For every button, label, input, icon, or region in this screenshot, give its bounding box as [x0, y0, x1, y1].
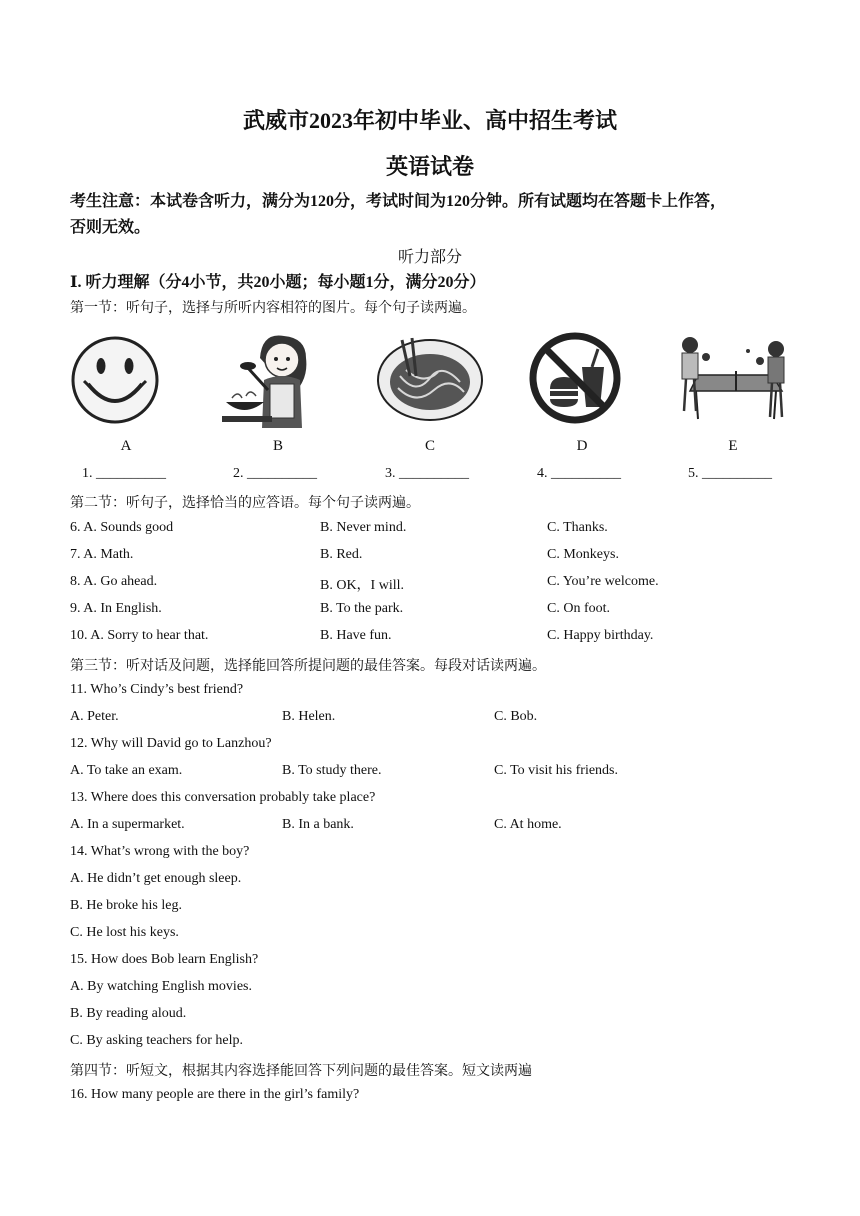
q10-option-c: C. Happy birthday.	[547, 628, 654, 643]
q8-option-b: B. OK，I will.	[320, 578, 404, 593]
q11-option-c: C. Bob.	[494, 709, 538, 724]
q6-option-a: 6. A. Sounds good	[70, 520, 174, 535]
q12-question: 12. Why will David go to Lanzhou?	[70, 736, 272, 751]
picture-label-c: C	[424, 438, 435, 454]
section-title: 听力部分	[397, 249, 462, 266]
notice-line-1: 考生注意：本试卷含听力，满分为120分，考试时间为120分钟。所有试题均在答题卡上作答，	[70, 193, 727, 210]
answer-blank-2[interactable]: 2. __________	[233, 466, 317, 481]
exam-subtitle: 英语试卷	[385, 154, 474, 179]
q13-option-a: A. In a supermarket.	[70, 817, 185, 832]
q7-option-a: 7. A. Math.	[70, 547, 134, 562]
q7-option-b: B. Red.	[320, 547, 363, 562]
q16-question: 16. How many people are there in the girl’s family?	[70, 1087, 360, 1102]
picture-label-e: E	[728, 438, 738, 454]
q9-option-c: C. On foot.	[547, 601, 610, 616]
q13-option-b: B. In a bank.	[282, 817, 354, 832]
q15-question: 15. How does Bob learn English?	[70, 952, 259, 967]
notice-line-2: 否则无效。	[70, 219, 151, 236]
q9-option-b: B. To the park.	[320, 601, 404, 616]
sec3-instruction: 第三节：听对话及问题，选择能回答所提问题的最佳答案。每段对话读两遍。	[70, 659, 546, 674]
sec2-instruction: 第二节：听句子，选择恰当的应答语。每个句子读两遍。	[70, 496, 420, 511]
q6-option-b: B. Never mind.	[320, 520, 407, 535]
q15-option-b: B. By reading aloud.	[70, 1006, 187, 1021]
q12-option-c: C. To visit his friends.	[494, 763, 618, 778]
sec4-instruction: 第四节：听短文，根据其内容选择能回答下列问题的最佳答案。短文读两遍	[70, 1064, 532, 1079]
q15-option-c: C. By asking teachers for help.	[70, 1033, 244, 1048]
q15-option-a: A. By watching English movies.	[70, 979, 252, 994]
part1-heading: Ⅰ. 听力理解（分4小节，共20小题；每小题1分，满分20分）	[70, 274, 486, 291]
q8-option-c: C. You’re welcome.	[547, 574, 659, 589]
q6-option-c: C. Thanks.	[547, 520, 608, 535]
ping-pong-icon	[676, 331, 792, 427]
q12-option-a: A. To take an exam.	[70, 763, 183, 778]
q12-option-b: B. To study there.	[282, 763, 382, 778]
q11-question: 11. Who’s Cindy’s best friend?	[70, 682, 244, 697]
exam-title: 武威市2023年初中毕业、高中招生考试	[242, 108, 617, 133]
answer-blank-1[interactable]: 1. __________	[82, 466, 166, 481]
q8-option-a: 8. A. Go ahead.	[70, 574, 158, 589]
q9-option-a: 9. A. In English.	[70, 601, 162, 616]
q7-option-c: C. Monkeys.	[547, 547, 619, 562]
q11-option-b: B. Helen.	[282, 709, 336, 724]
noodles-bowl-icon	[376, 336, 484, 422]
q14-option-b: B. He broke his leg.	[70, 898, 182, 913]
q13-option-c: C. At home.	[494, 817, 562, 832]
q11-option-a: A. Peter.	[70, 709, 119, 724]
q13-question: 13. Where does this conversation probably take place?	[70, 790, 376, 805]
q14-option-c: C. He lost his keys.	[70, 925, 179, 940]
q10-option-a: 10. A. Sorry to hear that.	[70, 628, 209, 643]
smiley-face-icon	[70, 334, 160, 426]
picture-label-d: D	[576, 438, 588, 454]
no-fast-food-icon	[528, 331, 622, 425]
q10-option-b: B. Have fun.	[320, 628, 392, 643]
picture-label-b: B	[272, 438, 283, 454]
picture-label-a: A	[120, 438, 132, 454]
answer-blank-5[interactable]: 5. __________	[688, 466, 772, 481]
girl-cooking-icon	[222, 328, 322, 428]
q14-option-a: A. He didn’t get enough sleep.	[70, 871, 242, 886]
answer-blank-3[interactable]: 3. __________	[385, 466, 469, 481]
answer-blank-4[interactable]: 4. __________	[537, 466, 621, 481]
sec1-instruction: 第一节：听句子，选择与所听内容相符的图片。每个句子读两遍。	[70, 301, 476, 316]
q14-question: 14. What’s wrong with the boy?	[70, 844, 250, 859]
